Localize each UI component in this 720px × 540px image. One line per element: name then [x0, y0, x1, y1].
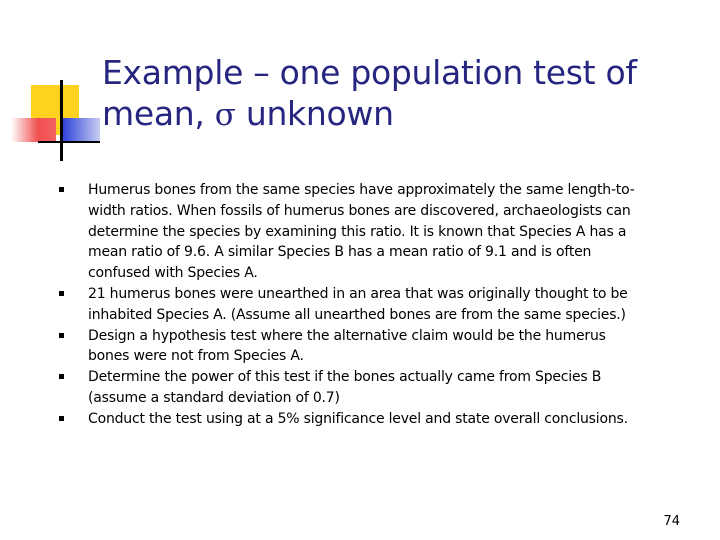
logo-red-bar — [11, 118, 56, 142]
title-line-2-prefix: mean, — [102, 94, 215, 133]
sigma-symbol: σ — [214, 97, 236, 133]
bullet-text: Determine the power of this test if the bones actually came from Species B (assume a standard deviation of 0.7) — [88, 369, 602, 406]
bullet-text: Conduct the test using at a 5% significance level and state overall conclusions. — [88, 410, 628, 427]
logo-horizontal-line — [38, 141, 100, 143]
page-number: 74 — [663, 514, 680, 529]
title-line-2 — [102, 93, 702, 136]
bullet-square-icon — [59, 333, 64, 338]
slide-title — [102, 52, 702, 136]
bullet-square-icon — [59, 416, 64, 421]
title-line-1: Example – one population test of — [102, 53, 637, 92]
bullet-square-icon — [59, 187, 64, 192]
logo-blue-bar — [62, 118, 100, 143]
bullet-item — [58, 284, 638, 326]
bullet-list — [58, 180, 638, 430]
bullet-item — [58, 409, 638, 430]
decorative-logo — [0, 0, 110, 170]
bullet-item — [58, 180, 638, 284]
bullet-item — [58, 326, 638, 368]
title-line-2-suffix: unknown — [235, 94, 394, 133]
logo-vertical-line — [60, 80, 63, 161]
bullet-text: Design a hypothesis test where the alternative claim would be the humerus bones were not from Species A. — [88, 327, 606, 365]
bullet-square-icon — [59, 374, 64, 379]
bullet-text: 21 humerus bones were unearthed in an area that was originally thought to be inhabited Species A. (Assume all unearthed bones are from the same species.) — [88, 285, 628, 323]
bullet-item — [58, 367, 638, 409]
bullet-text: Humerus bones from the same species have approximately the same length-to-width ratios. When fossils of humerus bones are discovered, archaeologists can determine the species by examining this ratio. It is known that Species A has a mean ratio of 9.6. A similar Species B has a mean ratio of 9.1 and is often confused with Species A. — [88, 182, 635, 282]
bullet-square-icon — [59, 291, 64, 296]
